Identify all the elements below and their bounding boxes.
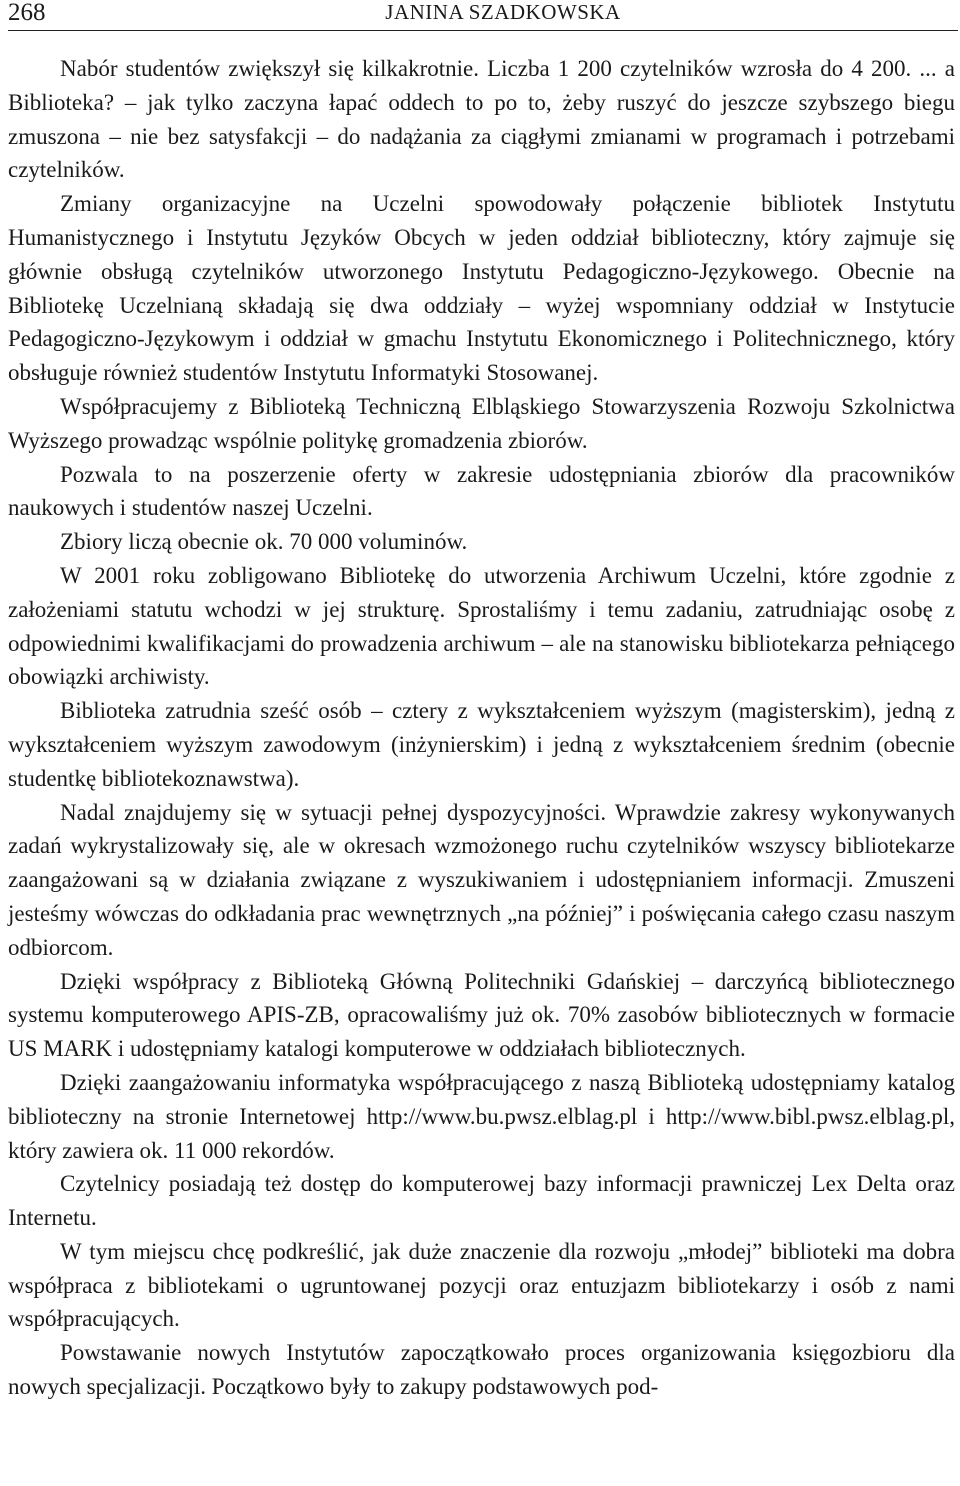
- paragraph: Współpracujemy z Biblioteką Techniczną Elbląskiego Stowarzyszenia Rozwoju Szkolnictwa Wyższego prowadząc wspólnie politykę gromadzenia zbiorów.: [8, 393, 955, 453]
- paragraph: Powstawanie nowych Instytutów zapoczątkowało proces organizowania księgozbioru dla nowych specjalizacji. Początkowo były to zakupy podstawowych pod-: [8, 1340, 955, 1400]
- paragraph: Czytelnicy posiadają też dostęp do komputerowej bazy informacji prawniczej Lex Delta oraz Internetu.: [8, 1171, 955, 1231]
- paragraph: Zbiory liczą obecnie ok. 70 000 voluminów.: [60, 529, 468, 555]
- paragraph: W 2001 roku zobligowano Bibliotekę do utworzenia Archiwum Uczelni, które zgodnie z założeniami statutu wchodzi w jej strukturę. Sprostaliśmy i temu zadaniu, zatrudniając osobę z odpowiednimi kwalifikacjami do prowadzenia archiwum – ale na stanowisku bibliotekarza pełniącego obowiązki archiwisty.: [8, 562, 955, 690]
- paragraph: Nabór studentów zwiększył się kilkakrotnie. Liczba 1 200 czytelników wzrosła do 4 200. ... a Biblioteka? – jak tylko zaczyna łapać oddech to po to, żeby ruszyć do jeszcze szybszego biegu zmuszona – nie bez satysfakcji – do nadążania za ciągłymi zmianami w programach i potrzebami czytelników.: [8, 56, 955, 183]
- paragraph: Zmiany organizacyjne na Uczelni spowodowały połączenie bibliotek Instytutu Humanistycznego i Instytutu Języków Obcych w jeden oddział biblioteczny, który zajmuje się głównie obsługą czytelników utworzonego Instytutu Pedagogiczno-Językowego. Obecnie na Bibliotekę Uczelnianą składają się dwa oddziały – wyżej wspomniany oddział w Instytucie Pedagogiczno-Językowym i oddział w gmachu Instytutu Ekonomicznego i Politechnicznego, który obsługuje również studentów Instytutu Informatyki Stosowanej.: [8, 191, 955, 386]
- paragraph: Dzięki współpracy z Biblioteką Główną Politechniki Gdańskiej – darczyńcą bibliotecznego systemu komputerowego APIS-ZB, opracowaliśmy już ok. 70% zasobów bibliotecznych w formacie US MARK i udostępniamy katalogi komputerowe w oddziałach bibliotecznych.: [8, 968, 955, 1062]
- paragraph: W tym miejscu chcę podkreślić, jak duże znaczenie dla rozwoju „młodej” biblioteki ma dobra współpraca z bibliotekami o ugruntowanej pozycji oraz entuzjazm bibliotekarzy i osób z nami współpracujących.: [8, 1238, 955, 1332]
- paragraph: Pozwala to na poszerzenie oferty w zakresie udostępniania zbiorów dla pracowników naukowych i studentów naszej Uczelni.: [8, 461, 955, 521]
- running-header: [8, 0, 958, 31]
- paragraph: Dzięki zaangażowaniu informatyka współpracującego z naszą Biblioteką udostępniamy katalog biblioteczny na stronie Internetowej http://www.bu.pwsz.elblag.pl i http://www.bibl.pwsz.elblag.pl, który zawiera ok. 11 000 rekordów.: [8, 1069, 955, 1163]
- paragraph: Nadal znajdujemy się w sytuacji pełnej dyspozycyjności. Wprawdzie zakresy wykonywanych zadań wykrystalizowały się, ale w okresach wzmożonego ruchu czytelników wszyscy bibliotekarze zaangażowani są w działania związane z wyszukiwaniem i udostępnianiem informacji. Zmuszeni jesteśmy wówczas do odkładania prac wewnętrznych „na później” i poświęcania całego czasu naszym odbiorcom.: [8, 799, 955, 960]
- body-text: [8, 52, 955, 1404]
- header-author: JANINA SZADKOWSKA: [385, 0, 621, 24]
- paragraph: Biblioteka zatrudnia sześć osób – cztery z wykształceniem wyższym (magisterskim), jedną z wykształceniem wyższym zawodowym (inżynierskim) i jedną z wykształceniem średnim (obecnie studentkę bibliotekoznawstwa).: [8, 698, 955, 791]
- page-number: 268: [8, 0, 46, 26]
